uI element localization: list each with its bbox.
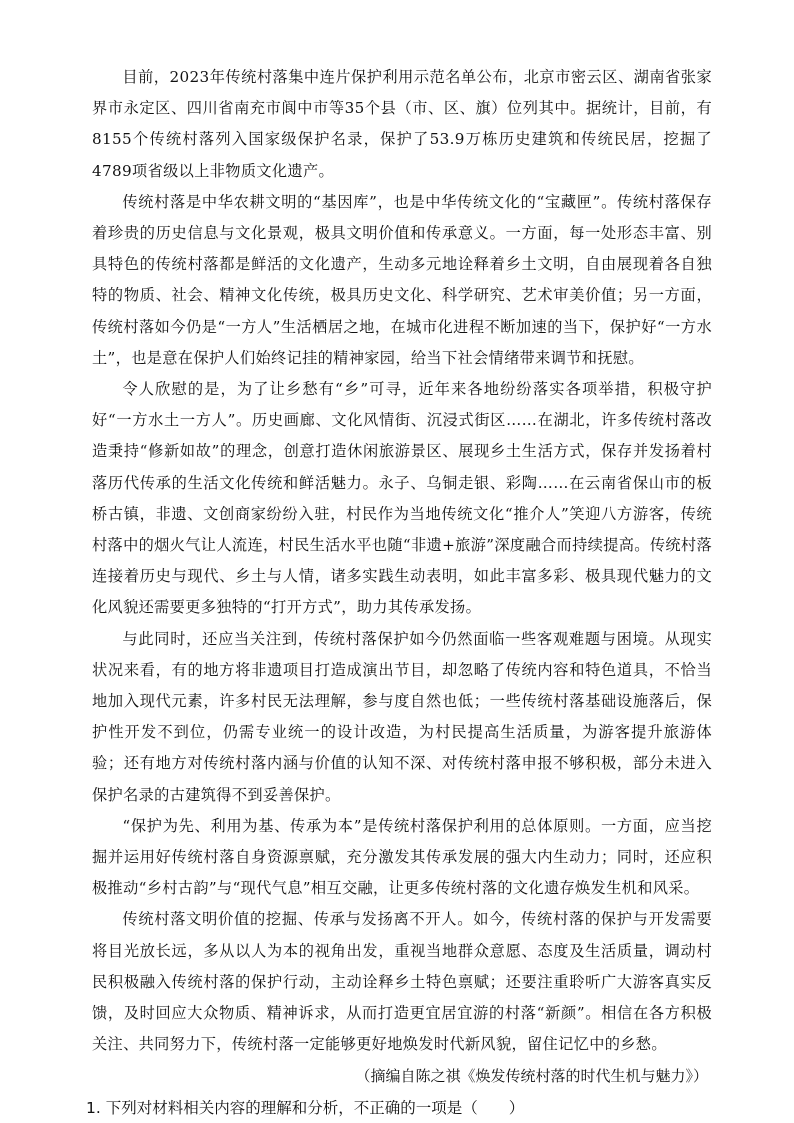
paragraph: 与此同时，还应当关注到，传统村落保护如今仍然面临一些客观难题与困境。从现实状况来看，有的地方将非遗项目打造成演出节目，却忽略了传统内容和特色道具，不恰当地加入现代元素，许多村民无法理解，参与度自然也低；一些传统村落基础设施落后，保护性开发不到位，仍需专业统一的设计改造，为村民提高生活质量，为游客提升旅游体验；还有地方对传统村落内涵与价值的认知不深、对传统村落申报不够积极，部分未进入保护名录的古建筑得不到妥善保护。 bbox=[92, 629, 712, 804]
article-source: （摘编自陈之祺《焕发传统村落的时代生机与魅力》） bbox=[355, 1066, 708, 1085]
paragraph: 令人欣慰的是，为了让乡愁有“乡”可寻，近年来各地纷纷落实各项举措，积极守护好“一方水土一方人”。历史画廊、文化风情街、沉浸式街区……在湖北，许多传统村落改造秉持“修新如故”的理念，创意打造休闲旅游景区、展现乡土生活方式，保存并发扬着村落历代传承的生活文化传统和鲜活魅力。永子、乌铜走银、彩陶……在云南省保山市的板桥古镇，非遗、文创商家纷纷入驻，村民作为当地传统文化“推介人”笑迎八方游客，传统村落中的烟火气让人流连，村民生活水平也随“非遗+旅游”深度融合而持续提高。传统村落连接着历史与现代、乡土与人情，诸多实践生动表明，如此丰富多彩、极具现代魅力的文化风貌还需要更多独特的“打开方式”，助力其传承发扬。 bbox=[92, 380, 712, 617]
paragraph: 目前，2023年传统村落集中连片保护利用示范名单公布，北京市密云区、湖南省张家界市永定区、四川省南充市阆中市等35个县（市、区、旗）位列其中。据统计，目前，有8155个传统村落列入国家级保护名录，保护了53.9万栋历史建筑和传统民居，挖掘了4789项省级以上非物质文化遗产。 bbox=[92, 68, 712, 180]
question-stem: 1. 下列对材料相关内容的理解和分析，不正确的一项是（ ） bbox=[86, 1098, 525, 1117]
paragraph: “保护为先、利用为基、传承为本”是传统村落保护利用的总体原则。一方面，应当挖掘并运用好传统村落自身资源禀赋，充分激发其传承发展的强大内生动力；同时，还应积极推动“乡村古韵”与“现代气息”相互交融，让更多传统村落的文化遗存焕发生机和风采。 bbox=[92, 816, 712, 898]
paragraph: 传统村落是中华农耕文明的“基因库”，也是中华传统文化的“宝藏匣”。传统村落保存着珍贵的历史信息与文化景观，极具文明价值和传承意义。一方面，每一处形态丰富、别具特色的传统村落都是鲜活的文化遗产，生动多元地诠释着乡土文明，自由展现着各自独特的物质、社会、精神文化传统，极具历史文化、科学研究、艺术审美价值；另一方面，传统村落如今仍是“一方人”生活栖居之地，在城市化进程不断加速的当下，保护好“一方水土”，也是意在保护人们始终记挂的精神家园，给当下社会情绪带来调节和抚慰。 bbox=[92, 192, 712, 367]
paragraph: 传统村落文明价值的挖掘、传承与发扬离不开人。如今，传统村落的保护与开发需要将目光放长远，多从以人为本的视角出发，重视当地群众意愿、态度及生活质量，调动村民积极融入传统村落的保护行动，主动诠释乡土特色禀赋；还要注重聆听广大游客真实反馈，及时回应大众物质、精神诉求，从而打造更宜居宜游的村落“新颜”。相信在各方积极关注、共同努力下，传统村落一定能够更好地焕发时代新风貌，留住记忆中的乡愁。 bbox=[92, 910, 712, 1054]
article-body bbox=[92, 62, 712, 1091]
